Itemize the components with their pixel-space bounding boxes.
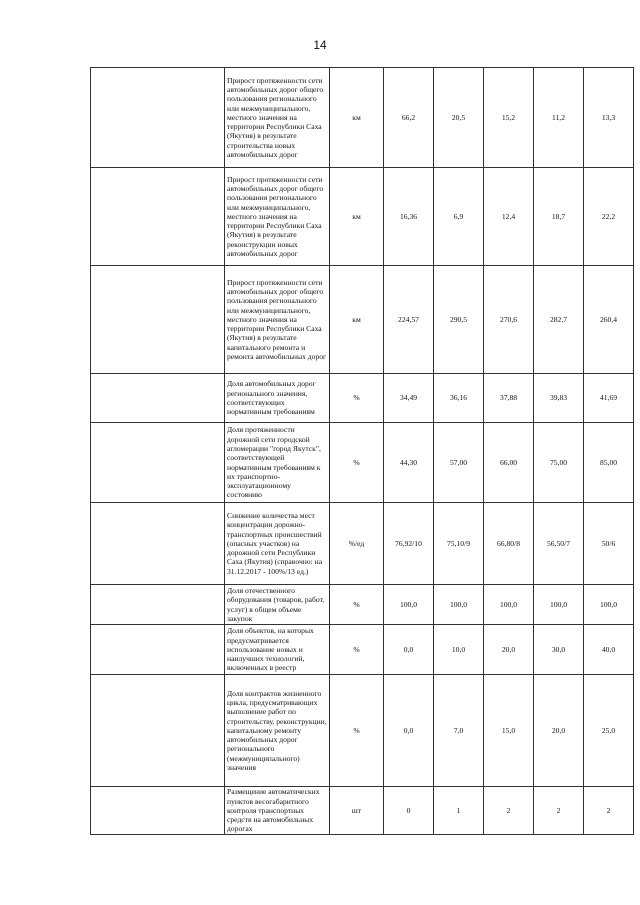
unit-cell: км: [330, 168, 384, 266]
indicator-name: Доля контрактов жизненного цикла, предусматривающих выполнение работ по строительству, реконструкции, капитальному ремонту автомобильных дорог регионального (межмуниципального) значения: [225, 675, 330, 787]
table-row: [91, 625, 634, 675]
value-cell: 76,92/10: [384, 503, 434, 585]
unit-cell: %: [330, 675, 384, 787]
value-cell: 282,7: [534, 266, 584, 374]
value-cell: 18,7: [534, 168, 584, 266]
value-cell: 100,0: [484, 585, 534, 625]
blank-cell: [91, 585, 225, 625]
value-cell: 25,0: [584, 675, 634, 787]
value-cell: 20,0: [534, 675, 584, 787]
indicator-name: Снижение количества мест концентрации дорожно-транспортных происшествий (опасных участков) на дорожной сети Республики Саха (Якутия) (справочно: на 31.12.2017 - 100%/13 ед.): [225, 503, 330, 585]
value-cell: 100,0: [434, 585, 484, 625]
indicator-name: Доля автомобильных дорог регионального значения, соответствующих нормативным требованиям: [225, 374, 330, 423]
value-cell: 13,3: [584, 68, 634, 168]
table-row: [91, 675, 634, 787]
value-cell: 7,0: [434, 675, 484, 787]
value-cell: 22,2: [584, 168, 634, 266]
indicator-name: Прирост протяженности сети автомобильных дорог общего пользования регионального или межмуниципального, местного значения на территории Республики Саха (Якутия) в результате строительства новых автомобильных дорог: [225, 68, 330, 168]
table-row: [91, 374, 634, 423]
table-row: [91, 68, 634, 168]
value-cell: 75,10/9: [434, 503, 484, 585]
value-cell: 2: [584, 787, 634, 835]
value-cell: 66,80/8: [484, 503, 534, 585]
blank-cell: [91, 625, 225, 675]
table-row: [91, 423, 634, 503]
value-cell: 0: [384, 787, 434, 835]
value-cell: 50/6: [584, 503, 634, 585]
value-cell: 20,0: [484, 625, 534, 675]
unit-cell: км: [330, 266, 384, 374]
indicator-name: Размещение автоматических пунктов весогабаритного контроля транспортных средств на автомобильных дорогах: [225, 787, 330, 835]
value-cell: 44,30: [384, 423, 434, 503]
unit-cell: %: [330, 423, 384, 503]
value-cell: 0,0: [384, 625, 434, 675]
value-cell: 6,9: [434, 168, 484, 266]
value-cell: 0,0: [384, 675, 434, 787]
value-cell: 10,0: [434, 625, 484, 675]
value-cell: 37,88: [484, 374, 534, 423]
value-cell: 2: [534, 787, 584, 835]
value-cell: 66,2: [384, 68, 434, 168]
value-cell: 75,00: [534, 423, 584, 503]
blank-cell: [91, 423, 225, 503]
table-row: [91, 503, 634, 585]
unit-cell: %: [330, 625, 384, 675]
page-number: 14: [313, 38, 327, 52]
value-cell: 100,0: [584, 585, 634, 625]
value-cell: 15,0: [484, 675, 534, 787]
value-cell: 20,5: [434, 68, 484, 168]
value-cell: 1: [434, 787, 484, 835]
indicator-name: Доля протяженности дорожной сети городской агломерации "город Якутск", соответствующей нормативным требованиям к их транспортно-эксплуатационному состоянию: [225, 423, 330, 503]
value-cell: 34,49: [384, 374, 434, 423]
indicator-name: Прирост протяженности сети автомобильных дорог общего пользования регионального или межмуниципального, местного значения на территории Республики Саха (Якутия) в результате реконструкции новых автомобильных дорог: [225, 168, 330, 266]
value-cell: 11,2: [534, 68, 584, 168]
value-cell: 16,36: [384, 168, 434, 266]
indicators-table: [90, 67, 634, 835]
value-cell: 2: [484, 787, 534, 835]
blank-cell: [91, 68, 225, 168]
value-cell: 39,83: [534, 374, 584, 423]
value-cell: 100,0: [534, 585, 584, 625]
unit-cell: шт: [330, 787, 384, 835]
value-cell: 57,00: [434, 423, 484, 503]
table-row: [91, 787, 634, 835]
value-cell: 85,00: [584, 423, 634, 503]
unit-cell: км: [330, 68, 384, 168]
value-cell: 15,2: [484, 68, 534, 168]
unit-cell: %: [330, 374, 384, 423]
blank-cell: [91, 374, 225, 423]
value-cell: 40,0: [584, 625, 634, 675]
blank-cell: [91, 266, 225, 374]
unit-cell: %: [330, 585, 384, 625]
value-cell: 270,6: [484, 266, 534, 374]
blank-cell: [91, 503, 225, 585]
blank-cell: [91, 168, 225, 266]
blank-cell: [91, 787, 225, 835]
value-cell: 224,57: [384, 266, 434, 374]
value-cell: 260,4: [584, 266, 634, 374]
value-cell: 56,50/7: [534, 503, 584, 585]
value-cell: 100,0: [384, 585, 434, 625]
indicator-name: Доля объектов, на которых предусматривается использование новых и наилучших технологий, включенных в реестр: [225, 625, 330, 675]
indicator-name: Прирост протяженности сети автомобильных дорог общего пользования регионального или межмуниципального, местного значения на территории Республики Саха (Якутия) в результате капитального ремонта и ремонта автомобильных дорог: [225, 266, 330, 374]
value-cell: 66,00: [484, 423, 534, 503]
table-row: [91, 168, 634, 266]
value-cell: 41,69: [584, 374, 634, 423]
value-cell: 30,0: [534, 625, 584, 675]
value-cell: 36,16: [434, 374, 484, 423]
indicator-name: Доля отечественного оборудования (товаров, работ, услуг) в общем объеме закупок: [225, 585, 330, 625]
table-row: [91, 585, 634, 625]
unit-cell: %/ед: [330, 503, 384, 585]
value-cell: 290,5: [434, 266, 484, 374]
table-row: [91, 266, 634, 374]
value-cell: 12,4: [484, 168, 534, 266]
blank-cell: [91, 675, 225, 787]
